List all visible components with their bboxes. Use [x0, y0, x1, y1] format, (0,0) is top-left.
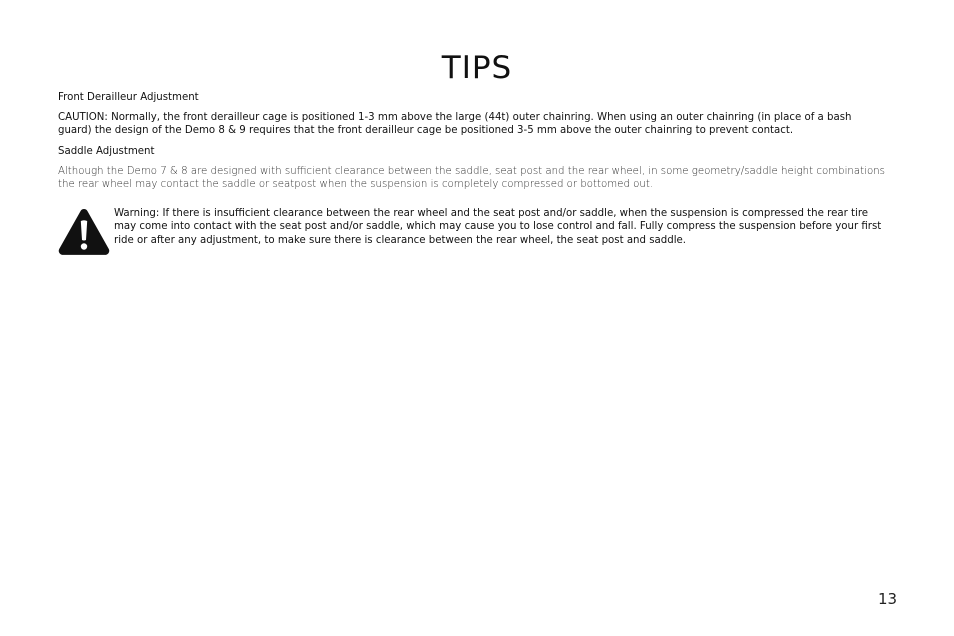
warning-block [58, 207, 888, 255]
front-derailleur-heading: Front Derailleur Adjustment [58, 92, 199, 103]
front-derailleur-caution: CAUTION: Normally, the front derailleur cage is positioned 1-3 mm above the large (44t) outer chainring. When using an outer chainring (in place of a bash guard) the design of the Demo 8 & 9 requires that the front derailleur cage be positioned 3-5 mm above the outer chainring to prevent contact. [58, 112, 852, 137]
page-number: 13 [878, 590, 898, 608]
warning-text: Warning: If there is insufficient clearance between the rear wheel and the seat post and/or saddle, when the suspension is compressed the rear tire may come into contact with the seat post and/or saddle, which may cause you to lose control and fall. Fully compress the suspension before your first ride or after any adjustment, to make sure there is clearance between the rear wheel, the seat post and saddle. [114, 208, 882, 246]
page-title: TIPS [441, 50, 513, 86]
warning-triangle-icon [58, 207, 110, 255]
page-content [58, 91, 888, 255]
saddle-body: Although the Demo 7 & 8 are designed with sufficient clearance between the saddle, seat post and the rear wheel, in some geometry/saddle height combinations the rear wheel may contact the saddle or seatpost when the suspension is completely compressed or bottomed out. [58, 165, 885, 190]
saddle-heading: Saddle Adjustment [58, 145, 155, 157]
